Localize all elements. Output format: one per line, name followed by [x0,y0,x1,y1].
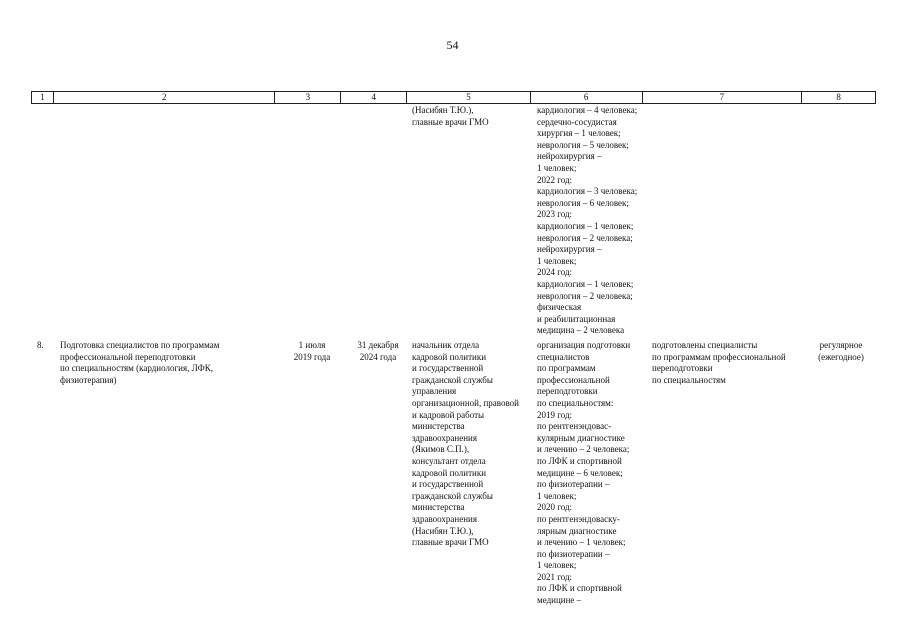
header-cell-7: 7 [643,92,803,103]
header-cell-5: 5 [407,92,531,103]
row8-start-date: 1 июля 2019 года [293,340,331,362]
row8-title: Подготовка специалистов по программам профессиональной переподготовки по специальностям (кардиология, ЛФК, физиотерапия) [60,340,220,385]
row8-result: подготовлены специалисты по программам профессиональной переподготовки по специальностям [652,340,786,385]
header-cell-4: 4 [341,92,407,103]
cont-responsible: (Насибян Т.Ю.), главные врачи ГМО [412,105,489,127]
cont-details: кардиология – 4 человека; сердечно-сосудистая хирургия – 1 человек; неврология – 5 человек; нейрохирургия – 1 человек; 2022 год: кардиология – 3 человека; неврология – 6 человек; 2023 год: кардиология – 1 человек; неврология – 2 человека; нейрохирургия – 1 человек; 2024 год: кардиология – 1 человек; неврология – 2 человека; физическая и реабилитационная медицина – 2 человека [537,105,638,336]
header-cell-3: 3 [275,92,341,103]
table-header-row [31,91,876,104]
row8-end-date: 31 декабря 2024 года [357,340,399,362]
row8-periodicity: регулярное (ежегодное) [818,340,864,362]
row8-responsible: начальник отдела кадровой политики и государственной гражданской службы управления организационной, правовой и кадровой работы министерства здравоохранения (Якимов С.П.), консультант отдела кадровой политики и государственной гражданской службы министерства здравоохранения (Насибян Т.Ю.), главные врачи ГМО [412,340,519,548]
row8-number: 8. [37,340,44,350]
header-cell-2: 2 [54,92,275,103]
page-number: 54 [446,38,459,52]
header-cell-8: 8 [836,92,841,102]
header-cell-6: 6 [531,92,643,103]
row8-details: организация подготовки специалистов по программам профессиональной переподготовки по специальностям: 2019 год: по рентгенэндовас- кулярным диагностике и лечению – 2 человека; по ЛФК и спортивной медицине – 6 человек; по физиотерапии – 1 человек; 2020 год: по рентгенэндоваску- лярным диагностике и лечению – 1 человек; по физиотерапии – 1 человек; 2021 год: по ЛФК и спортивной медицине – [537,340,631,606]
header-cell-1: 1 [32,92,54,103]
